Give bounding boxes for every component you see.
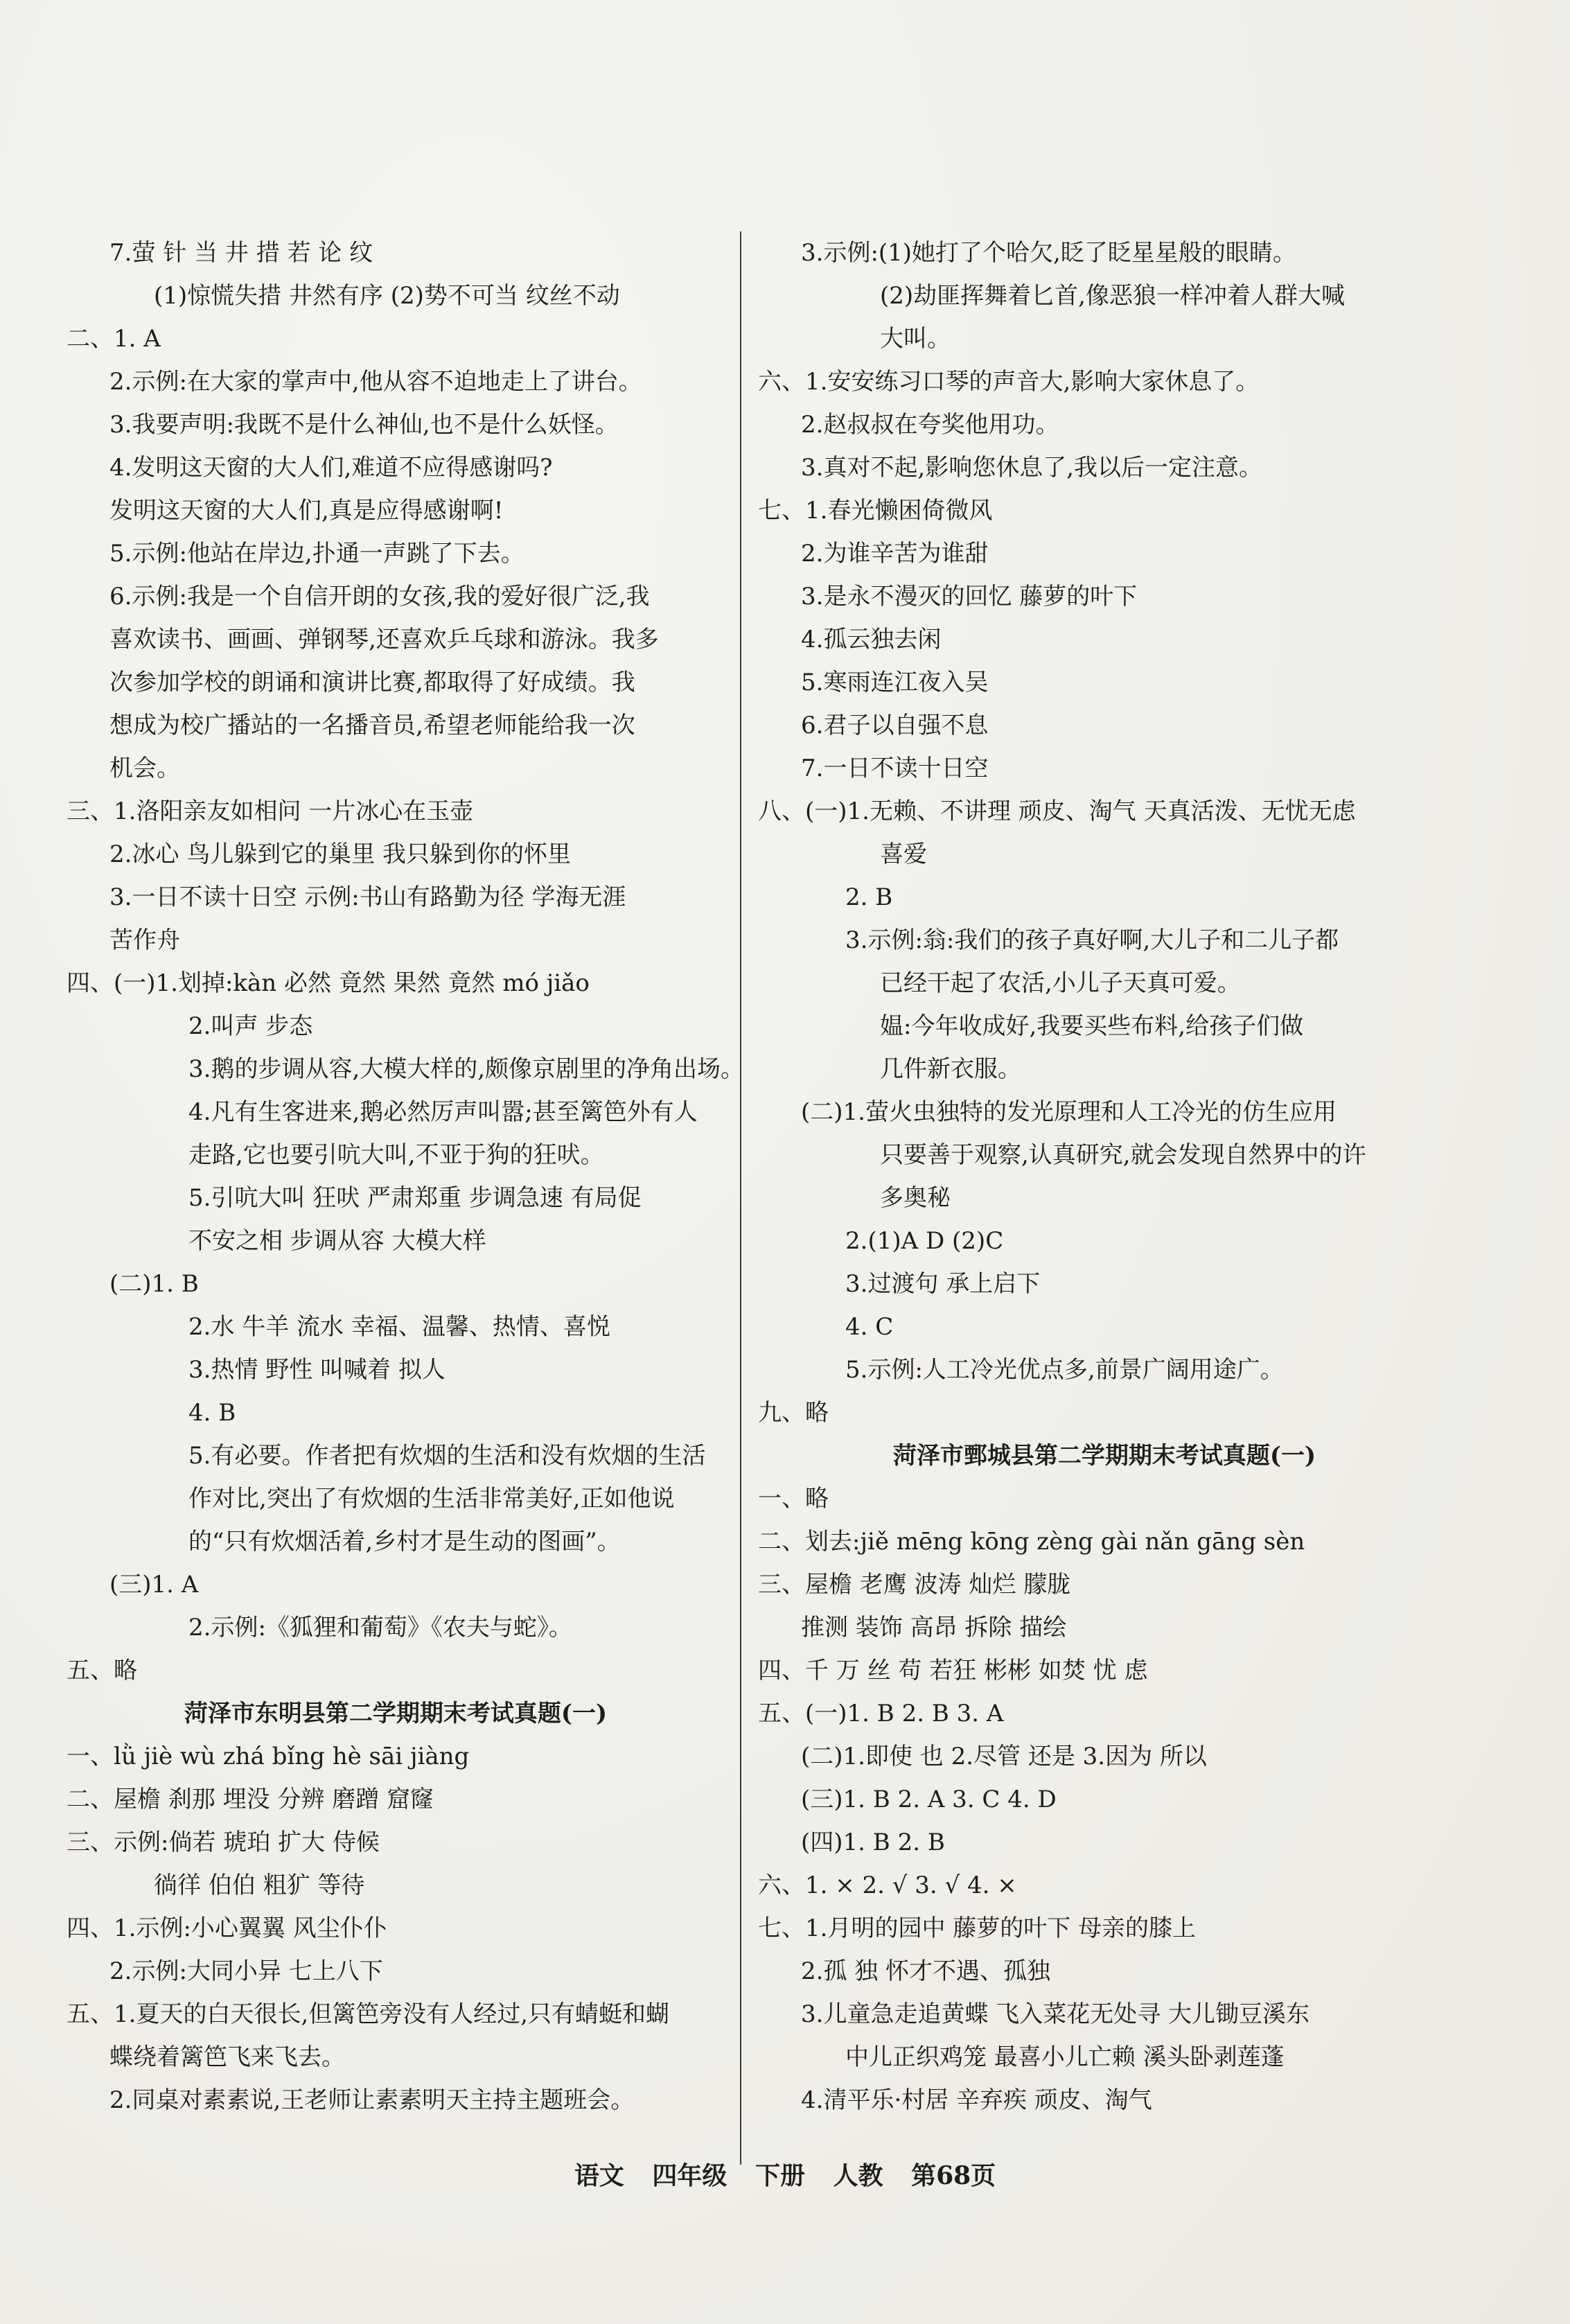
left-answer-column xyxy=(67,231,745,2122)
answer-line: 七、1.春光懒困倚微风 xyxy=(758,497,993,525)
right-answer-column xyxy=(758,231,1451,2122)
answer-line: (二)1.即使 也 2.尽管 还是 3.因为 所以 xyxy=(801,1743,1207,1770)
answer-line: 7.一日不读十日空 xyxy=(801,755,989,782)
answer-line: 5.寒雨连江夜入吴 xyxy=(801,669,989,696)
answer-line: (二)1. B xyxy=(109,1270,199,1298)
answer-line: 5.示例:人工冷光优点多,前景广阔用途广。 xyxy=(845,1356,1284,1384)
answer-line: (1)惊慌失措 井然有序 (2)势不可当 纹丝不动 xyxy=(154,282,620,310)
answer-line: 7.萤 针 当 井 措 若 论 纹 xyxy=(109,239,373,267)
answer-line: (三)1. B 2. A 3. C 4. D xyxy=(801,1786,1057,1813)
answer-line: 6.示例:我是一个自信开朗的女孩,我的爱好很广泛,我 xyxy=(109,583,650,610)
answer-line: (四)1. B 2. B xyxy=(801,1829,945,1856)
answer-line: 作对比,突出了有炊烟的生活非常美好,正如他说 xyxy=(188,1485,675,1513)
answer-line: 徜徉 伯伯 粗犷 等待 xyxy=(154,1872,365,1899)
answer-line: 5.有必要。作者把有炊烟的生活和没有炊烟的生活 xyxy=(188,1442,706,1470)
answer-line: 4.发明这天窗的大人们,难道不应得感谢吗? xyxy=(109,454,553,482)
answer-line: (2)劫匪挥舞着匕首,像恶狼一样冲着人群大喊 xyxy=(880,282,1345,310)
answer-line: 五、1.夏天的白天很长,但篱笆旁没有人经过,只有蜻蜓和蝴 xyxy=(67,2000,670,2028)
answer-line: 5.引吭大叫 狂吠 严肃郑重 步调急速 有局促 xyxy=(188,1184,642,1212)
answer-line: 5.示例:他站在岸边,扑通一声跳了下去。 xyxy=(109,540,524,567)
answer-line: 推测 装饰 高昂 拆除 描绘 xyxy=(801,1614,1067,1641)
answer-line: 3.示例:(1)她打了个哈欠,眨了眨星星般的眼睛。 xyxy=(801,239,1296,267)
answer-line: 2.水 牛羊 流水 幸福、温馨、热情、喜悦 xyxy=(188,1313,610,1341)
answer-line: 2.赵叔叔在夸奖他用功。 xyxy=(801,411,1059,439)
answer-line: 九、略 xyxy=(758,1399,829,1427)
answer-line: 2.(1)A D (2)C xyxy=(845,1227,1004,1255)
answer-line: 七、1.月明的园中 藤萝的叶下 母亲的膝上 xyxy=(758,1914,1197,1942)
answer-line: 四、1.示例:小心翼翼 风尘仆仆 xyxy=(67,1914,387,1942)
answer-line: 4.凡有生客进来,鹅必然厉声叫嚣;甚至篱笆外有人 xyxy=(188,1098,698,1126)
answer-line: 2. B xyxy=(845,883,893,911)
answer-line: 三、屋檐 老鹰 波涛 灿烂 朦胧 xyxy=(758,1571,1071,1599)
answer-line: 二、屋檐 刹那 埋没 分辨 磨蹭 窟窿 xyxy=(67,1786,434,1813)
answer-line: 已经干起了农活,小儿子天真可爱。 xyxy=(880,969,1241,997)
answer-line: 2.为谁辛苦为谁甜 xyxy=(801,540,989,567)
answer-line: 一、略 xyxy=(758,1485,829,1513)
answer-line: 3.一日不读十日空 示例:书山有路勤为径 学海无涯 xyxy=(109,883,626,911)
answer-line: 四、(一)1.划掉:kàn 必然 竟然 果然 竟然 mó jiǎo xyxy=(67,969,590,997)
answer-line: 六、1.安安练习口琴的声音大,影响大家休息了。 xyxy=(758,368,1260,396)
answer-line: 三、示例:倘若 琥珀 扩大 侍候 xyxy=(67,1829,380,1856)
answer-line: 发明这天窗的大人们,真是应得感谢啊! xyxy=(109,497,504,525)
footer-subject: 语文 xyxy=(574,2161,624,2190)
answer-line: 二、1. A xyxy=(67,325,161,353)
answer-line: 2.孤 独 怀才不遇、孤独 xyxy=(801,1957,1051,1985)
answer-line: 3.我要声明:我既不是什么神仙,也不是什么妖怪。 xyxy=(109,411,619,439)
answer-line: 3.热情 野性 叫喊着 拟人 xyxy=(188,1356,446,1384)
answer-line: 次参加学校的朗诵和演讲比赛,都取得了好成绩。我 xyxy=(109,669,635,696)
section-heading: 菏泽市鄄城县第二学期期末考试真题(一) xyxy=(892,1442,1316,1470)
answer-line: 3.过渡句 承上启下 xyxy=(845,1270,1041,1298)
answer-line: 想成为校广播站的一名播音员,希望老师能给我一次 xyxy=(109,712,635,739)
answer-line: 4. C xyxy=(845,1313,894,1341)
answer-line: 中儿正织鸡笼 最喜小儿亡赖 溪头卧剥莲蓬 xyxy=(845,2043,1285,2071)
answer-line: 喜欢读书、画画、弹钢琴,还喜欢乒乓球和游泳。我多 xyxy=(109,626,659,653)
answer-line: 多奥秘 xyxy=(880,1184,951,1212)
answer-line: 4.孤云独去闲 xyxy=(801,626,942,653)
answer-line: 四、千 万 丝 苟 若狂 彬彬 如焚 忧 虑 xyxy=(758,1657,1148,1684)
answer-line: 3.儿童急走追黄蝶 飞入菜花无处寻 大儿锄豆溪东 xyxy=(801,2000,1310,2028)
answer-line: 2.叫声 步态 xyxy=(188,1012,313,1040)
answer-line: 走路,它也要引吭大叫,不亚于狗的狂吠。 xyxy=(188,1141,604,1169)
answer-line: 4. B xyxy=(188,1399,236,1427)
answer-line: 三、1.洛阳亲友如相问 一片冰心在玉壶 xyxy=(67,798,474,825)
answer-line: 机会。 xyxy=(109,755,180,782)
answer-line: 只要善于观察,认真研究,就会发现自然界中的许 xyxy=(880,1141,1366,1169)
footer-volume: 下册 xyxy=(755,2161,805,2190)
answer-line: 3.是永不漫灭的回忆 藤萝的叶下 xyxy=(801,583,1138,610)
answer-line: 蝶绕着篱笆飞来飞去。 xyxy=(109,2043,345,2071)
answer-line: 3.鹅的步调从容,大模大样的,颇像京剧里的净角出场。 xyxy=(188,1055,745,1083)
answer-line: 八、(一)1.无赖、不讲理 顽皮、淘气 天真活泼、无忧无虑 xyxy=(758,798,1356,825)
answer-line: 2.示例:大同小异 七上八下 xyxy=(109,1957,383,1985)
answer-line: 媪:今年收成好,我要买些布料,给孩子们做 xyxy=(880,1012,1304,1040)
answer-line: 2.示例:在大家的掌声中,他从容不迫地走上了讲台。 xyxy=(109,368,642,396)
answer-line: 2.冰心 鸟儿躲到它的巢里 我只躲到你的怀里 xyxy=(109,840,572,868)
answer-line: 六、1. × 2. √ 3. √ 4. × xyxy=(758,1872,1017,1899)
footer-grade: 四年级 xyxy=(652,2161,727,2190)
answer-line: 不安之相 步调从容 大模大样 xyxy=(188,1227,486,1255)
answer-line: 喜爱 xyxy=(880,840,927,868)
answer-line: 2.同桌对素素说,王老师让素素明天主持主题班会。 xyxy=(109,2086,635,2114)
section-heading: 菏泽市东明县第二学期期末考试真题(一) xyxy=(184,1700,608,1727)
column-divider xyxy=(740,231,741,2165)
answer-line: 苦作舟 xyxy=(109,926,180,954)
answer-line: (二)1.萤火虫独特的发光原理和人工冷光的仿生应用 xyxy=(801,1098,1337,1126)
answer-line: 6.君子以自强不息 xyxy=(801,712,989,739)
answer-line: 3.示例:翁:我们的孩子真好啊,大儿子和二儿子都 xyxy=(845,926,1339,954)
answer-line: (三)1. A xyxy=(109,1571,199,1599)
answer-line: 的“只有炊烟活着,乡村才是生动的图画”。 xyxy=(188,1528,621,1556)
page-footer xyxy=(0,2156,1570,2192)
answer-line: 二、划去:jiě mēng kōng zèng gài nǎn gāng sèn xyxy=(758,1528,1305,1556)
answer-line: 五、(一)1. B 2. B 3. A xyxy=(758,1700,1004,1727)
answer-line: 一、lǜ jiè wù zhá bǐng hè sāi jiàng xyxy=(67,1743,470,1770)
answer-line: 大叫。 xyxy=(880,325,951,353)
footer-page-number: 第68页 xyxy=(911,2161,996,2190)
answer-line: 几件新衣服。 xyxy=(880,1055,1021,1083)
answer-line: 3.真对不起,影响您休息了,我以后一定注意。 xyxy=(801,454,1263,482)
answer-line: 2.示例:《狐狸和葡萄》《农夫与蛇》。 xyxy=(188,1614,572,1641)
answer-line: 4.清平乐·村居 辛弃疾 顽皮、淘气 xyxy=(801,2086,1152,2114)
answer-line: 五、略 xyxy=(67,1657,137,1684)
footer-edition: 人教 xyxy=(833,2161,883,2190)
